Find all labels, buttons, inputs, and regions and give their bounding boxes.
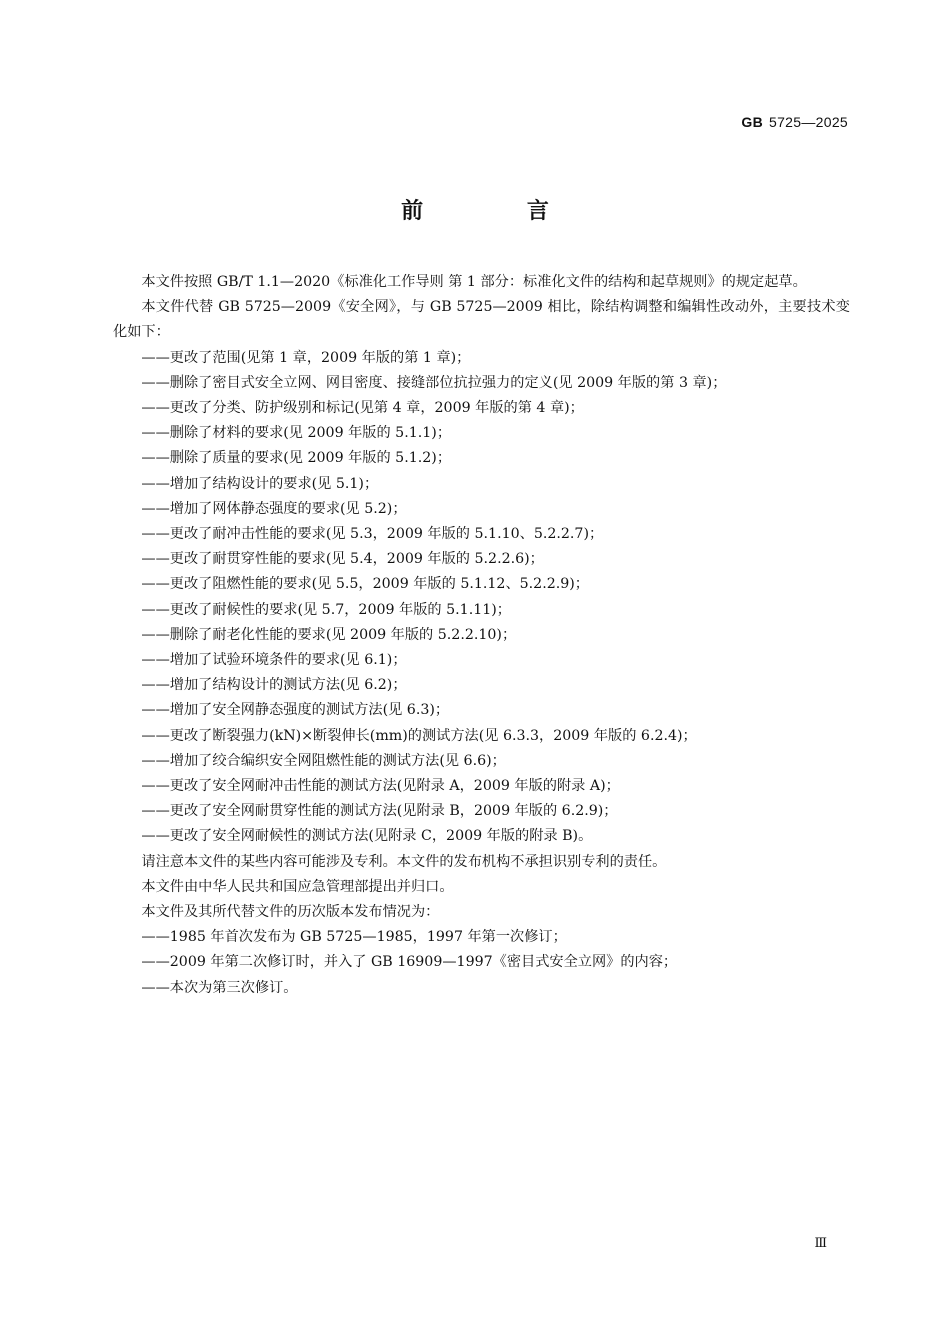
list-item: ——本次为第三次修订。 bbox=[141, 979, 298, 996]
list-item: ——增加了结构设计的测试方法(见 6.2)； bbox=[141, 677, 407, 694]
paragraph-proposer: 本文件由中华人民共和国应急管理部提出并归口。 bbox=[141, 878, 454, 895]
standard-number: 5725—2025 bbox=[769, 114, 848, 130]
list-item: ——1985 年首次发布为 GB 5725—1985，1997 年第一次修订； bbox=[141, 929, 567, 946]
paragraph-history-intro: 本文件及其所代替文件的历次版本发布情况为： bbox=[141, 904, 440, 921]
list-item: ——更改了分类、防护级别和标记(见第 4 章，2009 年版的第 4 章)； bbox=[141, 400, 584, 417]
list-item: ——增加了试验环境条件的要求(见 6.1)； bbox=[141, 652, 407, 669]
list-item: ——增加了绞合编织安全网阻燃性能的测试方法(见 6.6)； bbox=[141, 752, 506, 769]
list-item: ——删除了耐老化性能的要求(见 2009 年版的 5.2.2.10)； bbox=[141, 626, 517, 643]
list-item: ——更改了耐候性的要求(见 5.7，2009 年版的 5.1.11)； bbox=[141, 601, 511, 618]
paragraph-replaces: 本文件代替 GB 5725—2009《安全网》，与 GB 5725—2009 相比，除结构调整和编辑性改动外，主要技术变化如下： bbox=[113, 299, 850, 341]
list-item: ——增加了网体静态强度的要求(见 5.2)； bbox=[141, 500, 407, 517]
page-number: Ⅲ bbox=[814, 1236, 827, 1251]
list-item: ——删除了质量的要求(见 2009 年版的 5.1.2)； bbox=[141, 450, 452, 467]
list-item: ——更改了耐冲击性能的要求(见 5.3，2009 年版的 5.1.10、5.2.2.7)； bbox=[141, 526, 604, 543]
technical-changes-list bbox=[113, 346, 850, 850]
standard-prefix: GB bbox=[741, 114, 763, 130]
list-item: ——更改了安全网耐贯穿性能的测试方法(见附录 B，2009 年版的 6.2.9)； bbox=[141, 803, 618, 820]
list-item: ——更改了阻燃性能的要求(见 5.5，2009 年版的 5.1.12、5.2.2.9)； bbox=[141, 576, 589, 593]
paragraph-drafting-rule: 本文件按照 GB/T 1.1—2020《标准化工作导则 第 1 部分：标准化文件的结构和起草规则》的规定起草。 bbox=[141, 274, 807, 290]
list-item: ——删除了材料的要求(见 2009 年版的 5.1.1)； bbox=[141, 425, 452, 442]
paragraph-patent-notice: 请注意本文件的某些内容可能涉及专利。本文件的发布机构不承担识别专利的责任。 bbox=[141, 853, 667, 870]
standard-code bbox=[741, 114, 848, 130]
list-item: ——2009 年第二次修订时，并入了 GB 16909—1997《密目式安全立网》的内容； bbox=[141, 954, 678, 971]
foreword-body bbox=[113, 270, 850, 1001]
list-item: ——更改了安全网耐候性的测试方法(见附录 C，2009 年版的附录 B)。 bbox=[141, 828, 593, 845]
page-title: 前 言 bbox=[401, 198, 597, 224]
list-item: ——更改了耐贯穿性能的要求(见 5.4，2009 年版的 5.2.2.6)； bbox=[141, 551, 544, 568]
list-item: ——增加了结构设计的要求(见 5.1)； bbox=[141, 475, 379, 492]
list-item: ——增加了安全网静态强度的测试方法(见 6.3)； bbox=[141, 702, 450, 719]
list-item: ——更改了断裂强力(kN)×断裂伸长(mm)的测试方法(见 6.3.3，2009 年版的 6.2.4)； bbox=[141, 727, 697, 744]
list-item: ——删除了密目式安全立网、网目密度、接缝部位抗拉强力的定义(见 2009 年版的第 3 章)； bbox=[141, 374, 727, 391]
version-history-list bbox=[113, 925, 850, 1001]
list-item: ——更改了范围(见第 1 章，2009 年版的第 1 章)； bbox=[141, 349, 471, 366]
list-item: ——更改了安全网耐冲击性能的测试方法(见附录 A，2009 年版的附录 A)； bbox=[141, 778, 620, 795]
